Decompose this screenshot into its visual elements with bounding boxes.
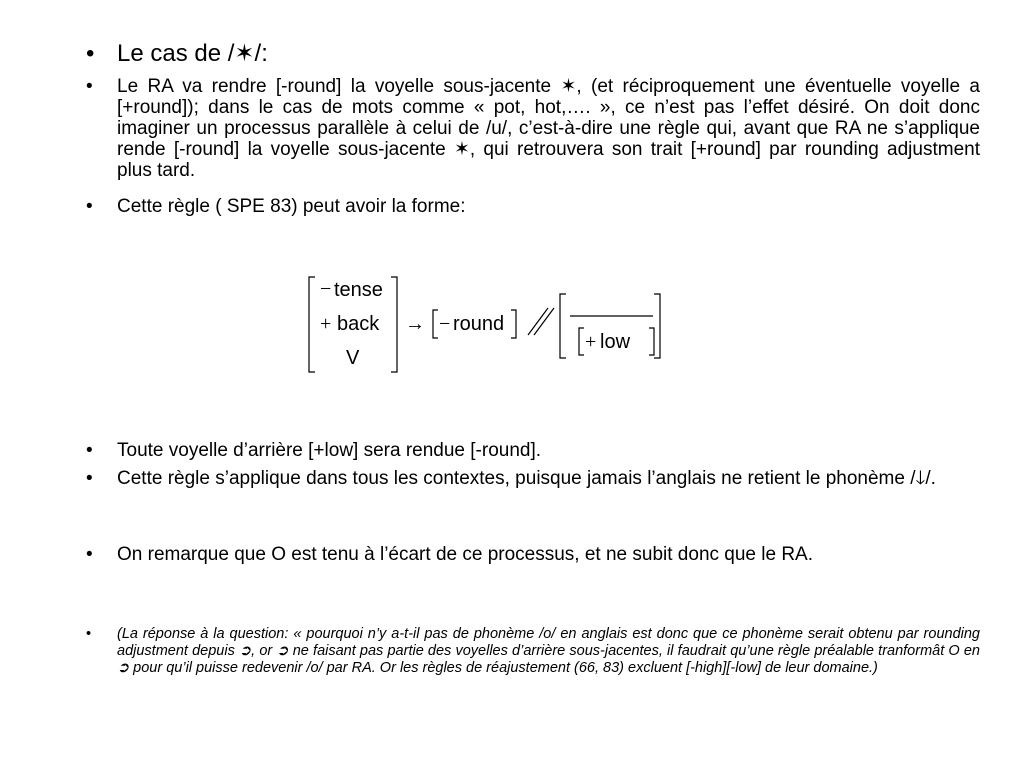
- bullet-5: [86, 468, 980, 489]
- bullet-dot: •: [86, 468, 93, 489]
- bullet-text: Le cas de /✶/:: [117, 40, 268, 67]
- bullet-dot: •: [86, 626, 92, 642]
- bullet-4: [86, 440, 980, 461]
- bullet-text: Cette règle s’applique dans tous les contextes, puisque jamais l’anglais ne retient le phonème /🡓/.: [117, 468, 936, 489]
- arrow-icon: →: [405, 313, 425, 335]
- bullet-dot: •: [86, 544, 93, 565]
- feature-vowel: V: [346, 347, 360, 369]
- minus-sign: −: [320, 278, 332, 300]
- bullet-6: [86, 544, 980, 565]
- bullet-text: Cette règle ( SPE 83) peut avoir la forme:: [117, 196, 466, 217]
- bullet-text: On remarque que O est tenu à l’écart de ce processus, et ne subit donc que le RA.: [117, 544, 814, 565]
- feature-round: round: [453, 313, 505, 335]
- bullet-text: (La réponse à la question: « pourquoi n’y a-t-il pas de phonème /o/ en anglais est donc que ce phonème serait obtenu par rounding adjustment depuis ➲, or ➲ ne faisant pas partie des voyelles d’arrière sous-jacentes, il faudrait qu’une règle préalable tranformât O en ➲ pour qu’il puisse redevenir /o/ par RA. Or les règles de réajustement (66, 83) excluent [-high][-low] de leur domaine.): [117, 626, 980, 676]
- bullet-7: [86, 626, 980, 677]
- minus-sign: −: [439, 313, 451, 335]
- feature-back: back: [337, 313, 380, 335]
- bullet-dot: •: [86, 76, 93, 97]
- bullet-dot: •: [86, 40, 95, 67]
- bullet-text: Le RA va rendre [-round] la voyelle sous-jacente ✶, (et réciproquement une éventuelle voyelle a [+round]); dans le cas de mots comme « pot, hot,…. », ce n’est pas l’effet désiré. On doit donc imaginer un processus parallèle à celui de /u/, c’est-à-dire une règle qui, avant que RA ne s’applique rende [-round] la voyelle sous-jacente ✶, qui retrouvera son trait [+round] par rounding adjustment plus tard.: [117, 76, 980, 181]
- phonological-rule-formula: [300, 270, 700, 380]
- bullet-3: [86, 196, 980, 217]
- feature-tense: tense: [334, 279, 383, 301]
- bullet-text: Toute voyelle d’arrière [+low] sera rendue [-round].: [117, 440, 542, 461]
- bullet-1: [86, 40, 980, 68]
- feature-low: low: [600, 331, 631, 353]
- plus-sign: +: [320, 313, 332, 335]
- bullet-dot: •: [86, 196, 93, 217]
- plus-sign: +: [585, 331, 597, 353]
- bullet-2: [86, 76, 980, 181]
- bullet-dot: •: [86, 440, 93, 461]
